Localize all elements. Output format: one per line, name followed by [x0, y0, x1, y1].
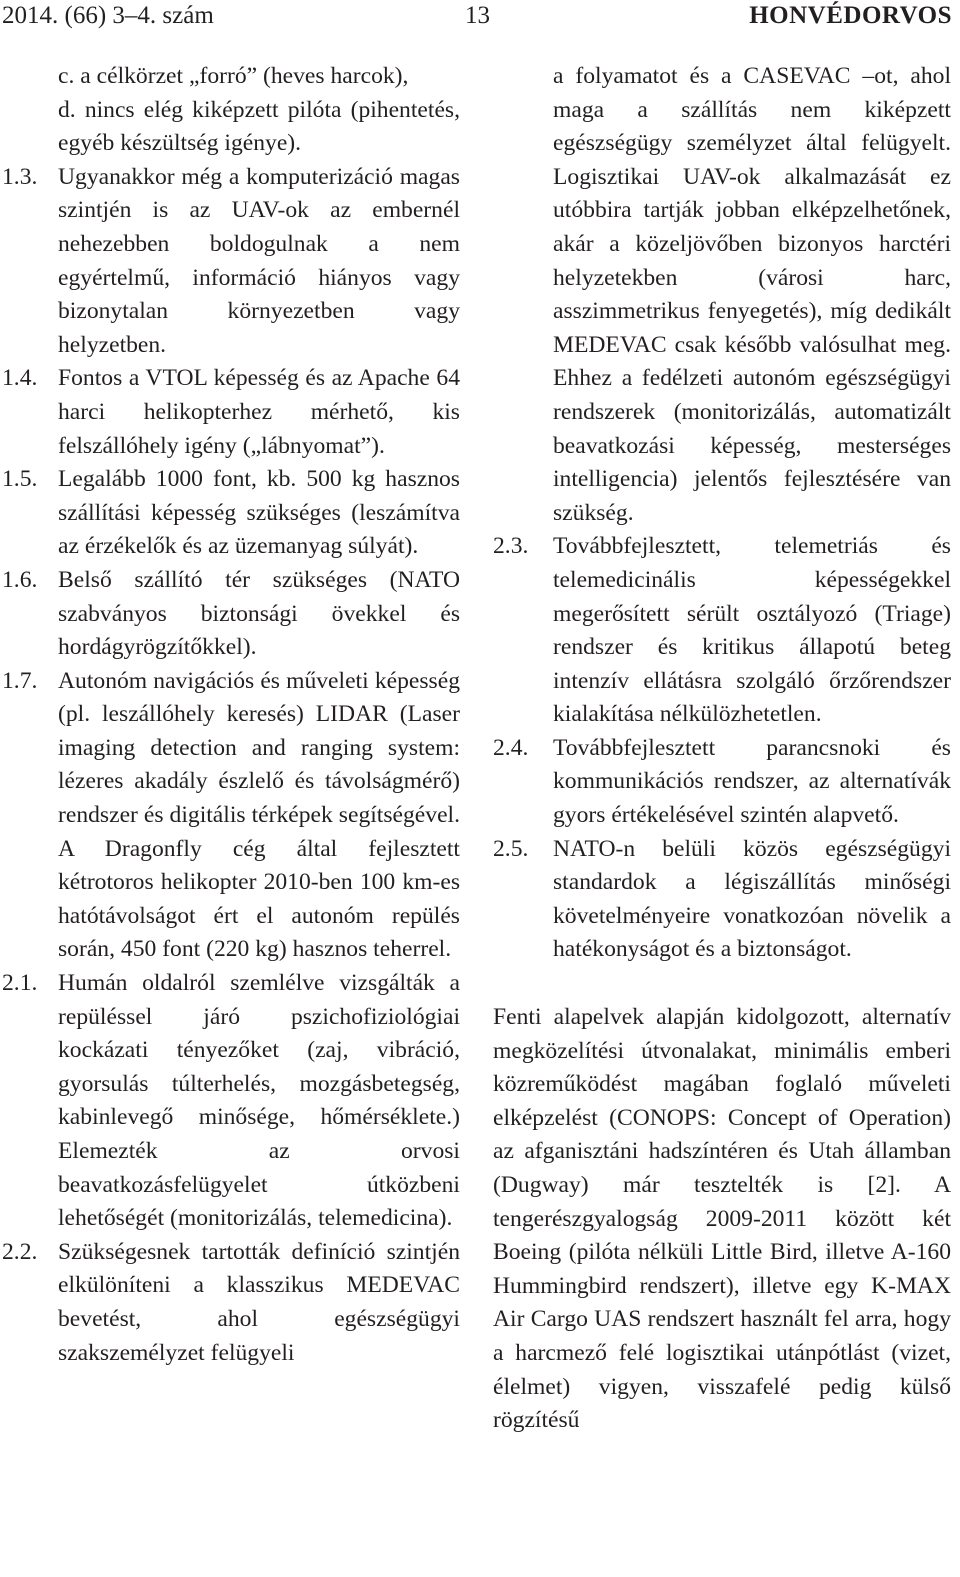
list-item	[493, 833, 951, 967]
item-number: 2.1.	[2, 970, 38, 997]
list-item	[493, 732, 951, 833]
item-number: 1.7.	[2, 667, 38, 694]
item-number: 1.3.	[2, 163, 38, 190]
list-item	[0, 1236, 460, 1370]
item-number: 2.2.	[2, 1238, 38, 1265]
item-number: 1.4.	[2, 365, 38, 392]
item-number: 2.4.	[493, 734, 529, 761]
item-text: Belső szállító tér szükséges (NATO szabványos biztonsági övekkel és hordágyrögzítőkkel).	[58, 566, 460, 661]
item-text: Ugyanakkor még a komputerizáció magas szintjén is az UAV-ok az embernél nehezebben boldogulnak a nem egyértelmű, információ hiányos vagy bizonytalan környezetben vagy helyzetben.	[58, 163, 460, 358]
list-item	[0, 967, 460, 1236]
item-number: 1.5.	[2, 466, 38, 493]
item-text: Autonóm navigációs és műveleti képesség (pl. leszállóhely keresés) LIDAR (Laser imaging detection and ranging system: lézeres akadály észlelő és távolságmérő) rendszer és digitális térképek segítségével. A Dragonfly cég által fejlesztett kétrotoros helikopter 2010-ben 100 km-es hatótávolságot ért el autonóm repülés során, 450 font (220 kg) hasznos teherrel.	[58, 667, 460, 963]
list-item	[0, 665, 460, 967]
list-item	[0, 564, 460, 665]
left-column	[0, 60, 460, 1370]
page-header	[0, 0, 960, 40]
list-item	[0, 362, 460, 463]
body-paragraph: Fenti alapelvek alapján kidolgozott, alternatív megközelítési útvonalakat, minimális emberi közreműködést magában foglaló műveleti elképzelést (CONOPS: Concept of Operation) az afganisztáni hadszíntéren és Utah államban (Dugway) már tesztelték is [2]. A tengerészgyalogság 2009-2011 között két Boeing (pilóta nélküli Little Bird, illetve A-160 Hummingbird rendszert), illetve egy K-MAX Air Cargo UAS rendszert használt fel arra, hogy a harcmező felé logisztikai utánpótlást (vizet, élelmet) vigyen, visszafelé pedig külső rögzítésű	[493, 1004, 951, 1434]
journal-title: HONVÉDORVOS	[749, 2, 952, 29]
item-number: 2.3.	[493, 533, 529, 560]
item-text: Továbbfejlesztett parancsnoki és kommunikációs rendszer, az alternatívák gyors értékelésével szintén alapvető.	[553, 734, 951, 829]
list-item	[493, 530, 951, 732]
item-number: 1.6.	[2, 566, 38, 593]
item-number: 2.5.	[493, 835, 529, 862]
item-text: Továbbfejlesztett, telemetriás és telemedicinális képességekkel megerősített sérült osztályozó (Triage) rendszer és kritikus állapotú beteg intenzív ellátásra szolgáló őrzőrendszer kialakítása nélkülözhetetlen.	[553, 533, 951, 728]
list-item	[0, 94, 460, 161]
right-column	[493, 60, 951, 1461]
page-number: 13	[465, 2, 490, 29]
item-text: Legalább 1000 font, kb. 500 kg hasznos szállítási képesség szükséges (leszámítva az érzékelők és az üzemanyag súlyát).	[58, 466, 460, 560]
issue-info: 2014. (66) 3–4. szám	[2, 2, 214, 29]
list-item	[0, 161, 460, 363]
list-item	[493, 60, 951, 530]
item-text: Humán oldalról szemlélve vizsgálták a repüléssel járó pszichofiziológiai kockázati tényezőket (zaj, vibráció, gyorsulás túlterhelés, mozgásbetegség, kabinlevegő minősége, hőmérséklete.) Elemezték az orvosi beavatkozásfelügyelet útközbeni lehetőségét (monitorizálás, telemedicina).	[58, 970, 460, 1232]
list-item	[0, 463, 460, 564]
item-text: Szükségesnek tartották definíció szintjén elkülöníteni a klasszikus MEDEVAC bevetést, ahol egészségügyi szakszemélyzet felügyeli	[58, 1238, 460, 1366]
item-text: c. a célkörzet „forró” (heves harcok),	[58, 63, 409, 89]
item-text: a folyamatot és a CASEVAC –ot, ahol maga a szállítás nem kiképzett egészségügy személyzet által felügyelt. Logisztikai UAV-ok alkalmazását ez utóbbira tartják jobban elképzelhetőnek, akár a közeljövőben bizonyos harctéri helyzetekben (városi harc, asszimmetrikus fenyegetés), míg dedikált MEDEVAC csak később valósulhat meg. Ehhez a fedélzeti autonóm egészségügyi rendszerek (monitorizálás, automatizált beavatkozási képesség, mesterséges intelligencia) jelentős fejlesztésére van szükség.	[553, 63, 951, 526]
item-text: Fontos a VTOL képesség és az Apache 64 harci helikopterhez mérhető, kis felszállóhely igény („lábnyomat”).	[58, 365, 460, 459]
item-text: NATO-n belüli közös egészségügyi standardok a légiszállítás minőségi követelményeire vonatkozóan növelik a hatékonyságot és a biztonságot.	[553, 835, 951, 963]
list-item	[0, 60, 460, 94]
item-text: d. nincs elég kiképzett pilóta (pihentetés, egyéb készültség igénye).	[58, 96, 460, 157]
